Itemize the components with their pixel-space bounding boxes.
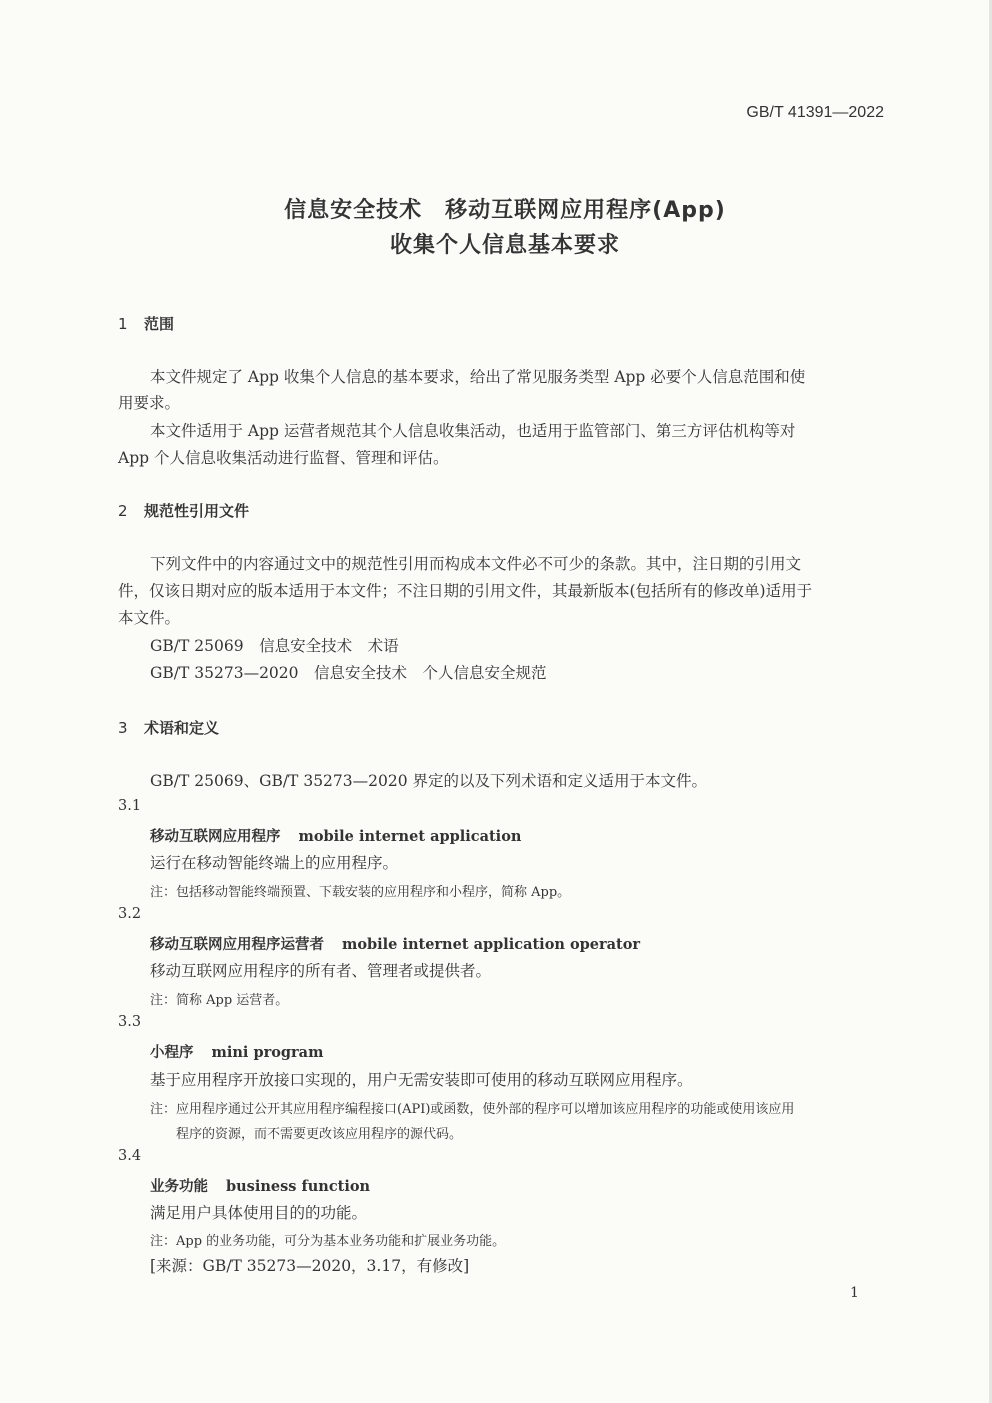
section-2-heading <box>118 500 249 521</box>
document-title-line-2: 收集个人信息基本要求 <box>389 233 620 258</box>
term-note: 注：包括移动智能终端预置、下载安装的应用程序和小程序，简称 App。 <box>150 885 571 900</box>
term-heading <box>150 825 521 846</box>
section-title: 术语和定义 <box>144 719 220 737</box>
term-number: 3.4 <box>118 1148 142 1164</box>
term-note: 注：App 的业务功能，可分为基本业务功能和扩展业务功能。 <box>150 1234 506 1249</box>
page-number: 1 <box>850 1285 859 1301</box>
term-en: business function <box>226 1178 371 1195</box>
section-number: 3 <box>118 719 128 737</box>
term-number: 3.1 <box>118 798 142 814</box>
scope-paragraph-2-line-2: App 个人信息收集活动进行监督、管理和评估。 <box>118 449 449 467</box>
term-definition: 移动互联网应用程序的所有者、管理者或提供者。 <box>150 962 492 980</box>
section-title: 规范性引用文件 <box>144 502 250 520</box>
scope-paragraph-1-line-1: 本文件规定了 App 收集个人信息的基本要求，给出了常见服务类型 App 必要个人信息范围和使 <box>150 368 806 386</box>
normative-paragraph-line-2: 件，仅该日期对应的版本适用于本文件；不注日期的引用文件，其最新版本(包括所有的修改单)适用于 <box>118 582 813 600</box>
term-definition: 满足用户具体使用目的的功能。 <box>150 1204 368 1222</box>
term-zh: 小程序 <box>150 1045 194 1061</box>
section-number: 1 <box>118 315 128 333</box>
document-title-line-1: 信息安全技术 移动互联网应用程序(App) <box>284 198 726 223</box>
term-note-line-1: 注：应用程序通过公开其应用程序编程接口(API)或函数，使外部的程序可以增加该应用程序的功能或使用该应用 <box>150 1102 795 1117</box>
term-zh: 业务功能 <box>150 1179 208 1195</box>
normative-reference-1: GB/T 25069 信息安全技术 术语 <box>150 637 399 655</box>
normative-reference-2: GB/T 35273—2020 信息安全技术 个人信息安全规范 <box>150 664 547 682</box>
term-en: mobile internet application operator <box>342 936 641 953</box>
section-3-heading <box>118 717 219 738</box>
term-heading <box>150 933 640 954</box>
term-heading <box>150 1041 323 1062</box>
term-en: mini program <box>211 1044 324 1061</box>
term-definition: 基于应用程序开放接口实现的，用户无需安装即可使用的移动互联网应用程序。 <box>150 1071 693 1089</box>
term-number: 3.3 <box>118 1014 142 1030</box>
term-en: mobile internet application <box>298 828 522 845</box>
term-definition: 运行在移动智能终端上的应用程序。 <box>150 854 399 872</box>
term-zh: 移动互联网应用程序 <box>150 829 281 845</box>
terms-intro: GB/T 25069、GB/T 35273—2020 界定的以及下列术语和定义适用于本文件。 <box>150 772 708 790</box>
scope-paragraph-1-line-2: 用要求。 <box>118 394 181 412</box>
term-zh: 移动互联网应用程序运营者 <box>150 937 324 953</box>
term-note: 注：简称 App 运营者。 <box>150 993 289 1008</box>
section-title: 范围 <box>144 315 175 333</box>
section-1-heading <box>118 313 174 334</box>
normative-paragraph-line-1: 下列文件中的内容通过文中的规范性引用而构成本文件必不可少的条款。其中，注日期的引用文 <box>150 555 802 573</box>
term-heading <box>150 1175 370 1196</box>
scope-paragraph-2-line-1: 本文件适用于 App 运营者规范其个人信息收集活动，也适用于监管部门、第三方评估机构等对 <box>150 422 796 440</box>
term-note-line-2: 程序的资源，而不需要更改该应用程序的源代码。 <box>176 1127 463 1142</box>
normative-paragraph-line-3: 本文件。 <box>118 609 181 627</box>
standard-number: GB/T 41391—2022 <box>746 104 884 121</box>
term-number: 3.2 <box>118 906 142 922</box>
section-number: 2 <box>118 502 128 520</box>
term-source: [来源：GB/T 35273—2020，3.17，有修改] <box>150 1257 470 1275</box>
